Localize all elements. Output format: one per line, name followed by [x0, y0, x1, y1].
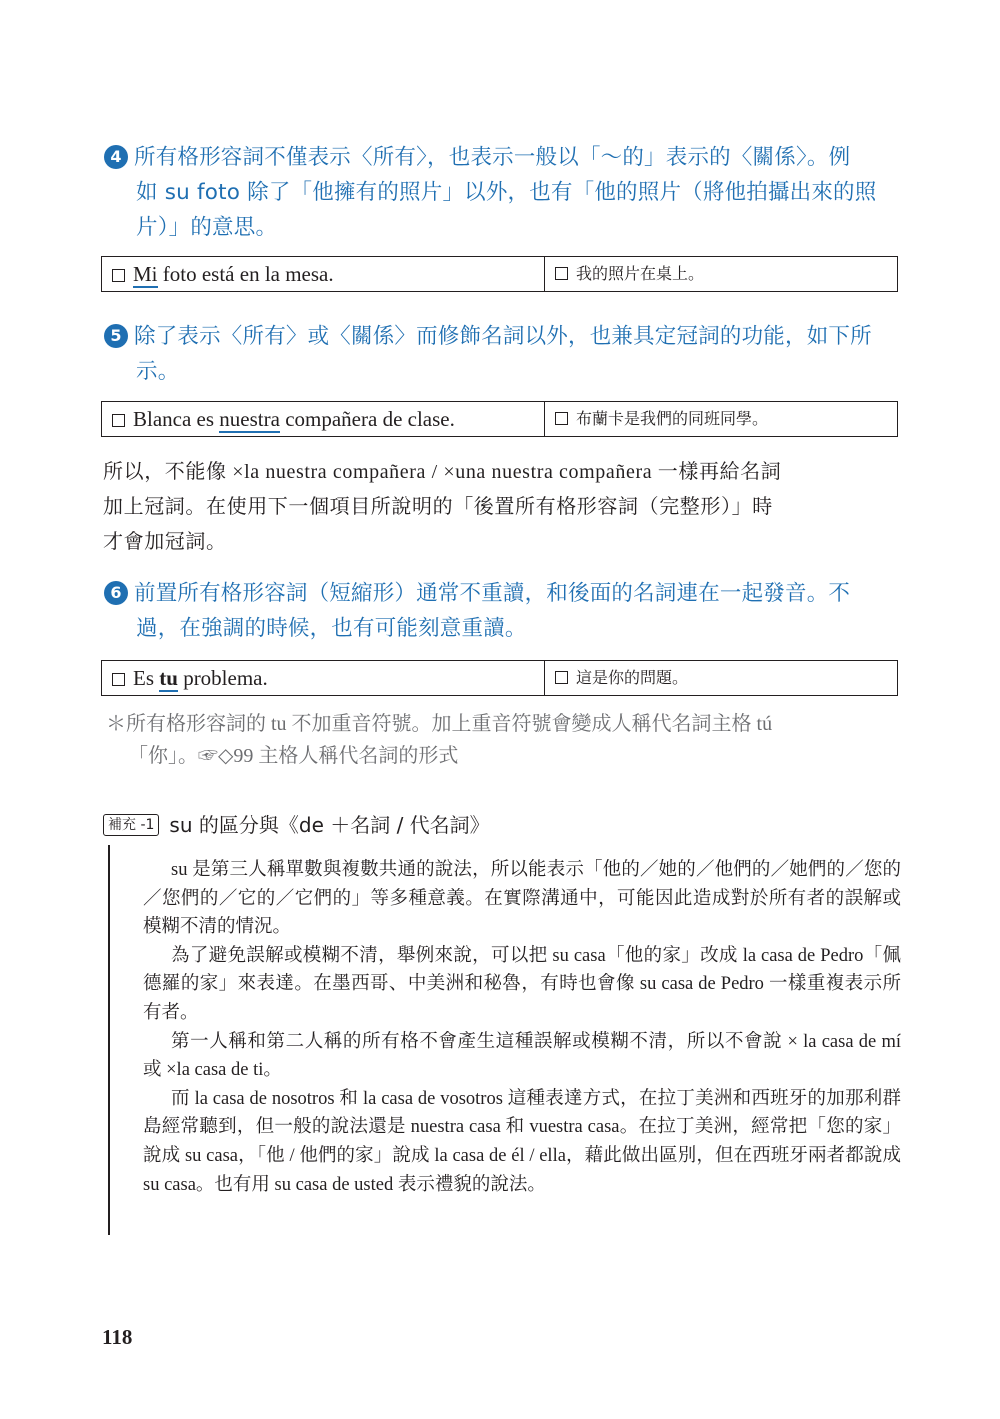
- point-5-line-2: 示。: [136, 359, 180, 384]
- checkbox-icon: [112, 269, 125, 282]
- checkbox-icon: [555, 267, 568, 280]
- example-chinese: [545, 402, 897, 436]
- footnote-line-1: ＊所有格形容詞的 tu 不加重音符號。加上重音符號會變成人稱代名詞主格 tú: [106, 713, 773, 735]
- example-text: Es: [133, 666, 160, 690]
- checkbox-icon: [555, 412, 568, 425]
- supplement-body: [143, 856, 901, 1199]
- example-translation: 這是你的問題。: [576, 668, 689, 687]
- example-text: problema.: [177, 666, 268, 690]
- point-5: [104, 319, 904, 389]
- example-spanish: [102, 257, 545, 291]
- footnote-line-2: 「你」。☞◇99 主格人稱代名詞的形式: [128, 745, 459, 767]
- point-6-line-1: 前置所有格形容詞（短縮形）通常不重讀，和後面的名詞連在一起發音。不: [134, 581, 851, 606]
- point-4-line-2: 如 su foto 除了「他擁有的照片」以外，也有「他的照片（將他拍攝出來的照: [136, 180, 877, 205]
- point-5-line-1: 除了表示〈所有〉或〈關係〉而修飾名詞以外，也兼具定冠詞的功能，如下所: [134, 324, 872, 349]
- example-table-6: [101, 660, 898, 696]
- point-4-line-3: 片）」的意思。: [136, 215, 278, 240]
- point-number-badge: 4: [104, 145, 128, 169]
- example-translation: 我的照片在桌上。: [576, 264, 705, 283]
- example-text: foto está en la mesa.: [157, 262, 334, 286]
- page-number: 118: [102, 1325, 133, 1349]
- paragraph-line: 加上冠詞。在使用下一個項目所說明的「後置所有格形容詞（完整形）」時: [103, 496, 773, 518]
- highlighted-word: nuestra: [219, 407, 280, 431]
- footnote: [106, 708, 906, 772]
- explanation-paragraph: [103, 455, 903, 560]
- checkbox-icon: [112, 673, 125, 686]
- example-chinese: [545, 257, 897, 291]
- example-translation: 布蘭卡是我們的同班同學。: [576, 409, 769, 428]
- supplement-paragraph: 第一人稱和第二人稱的所有格不會產生這種誤解或模糊不清，所以不會說 × la casa de mí 或 ×la casa de ti。: [143, 1031, 901, 1081]
- point-6-line-2: 過，在強調的時候，也有可能刻意重讀。: [136, 616, 527, 641]
- point-number-badge: 5: [104, 324, 128, 348]
- example-spanish: [102, 661, 545, 695]
- supplement-paragraph: 為了避免誤解或模糊不清，舉例來說，可以把 su casa「他的家」改成 la casa de Pedro「佩德羅的家」來表達。在墨西哥、中美洲和秘魯，有時也會像 su casa de Pedro 一樣重複表示所有者。: [143, 945, 901, 1023]
- checkbox-icon: [555, 671, 568, 684]
- example-text: Blanca es: [133, 407, 220, 431]
- point-4-line-1: 所有格形容詞不僅表示〈所有〉，也表示一般以「～的」表示的〈關係〉。例: [134, 145, 851, 170]
- paragraph-line: 才會加冠詞。: [103, 531, 227, 553]
- example-table-4: [101, 256, 898, 292]
- highlighted-word: Mi: [133, 262, 158, 286]
- supplement-paragraph: su 是第三人稱單數與複數共通的說法，所以能表示「他的／她的／他們的／她們的／您的／您們的／它的／它們的」等多種意義。在實際溝通中，可能因此造成對於所有者的誤解或模糊不清的情況。: [143, 860, 901, 938]
- example-chinese: [545, 661, 897, 695]
- supplement-badge: 補充 -1: [103, 814, 159, 836]
- supplement-divider: [108, 845, 110, 1235]
- supplement-paragraph: 而 la casa de nosotros 和 la casa de vosotros 這種表達方式，在拉丁美洲和西班牙的加那利群島經常聽到，但一般的說法還是 nuestra casa 和 vuestra casa。在拉丁美洲，經常把「您的家」說成 su casa，「他 / 他們的家」說成 la casa de él / ella，藉此做出區別，但在西班牙兩者都說成 su casa。也有用 su casa de usted 表示禮貌的說法。: [143, 1088, 901, 1195]
- point-6: [104, 576, 904, 646]
- example-spanish: [102, 402, 545, 436]
- supplement-heading: [103, 811, 490, 839]
- example-table-5: [101, 401, 898, 437]
- supplement-title: su 的區分與《de ＋名詞 / 代名詞》: [169, 813, 490, 837]
- paragraph-line: 所以，不能像 ×la nuestra compañera / ×una nuestra compañera 一樣再給名詞: [103, 461, 782, 483]
- point-4: [104, 140, 904, 245]
- highlighted-word: tu: [159, 666, 178, 690]
- point-number-badge: 6: [104, 581, 128, 605]
- example-text: compañera de clase.: [279, 407, 455, 431]
- checkbox-icon: [112, 414, 125, 427]
